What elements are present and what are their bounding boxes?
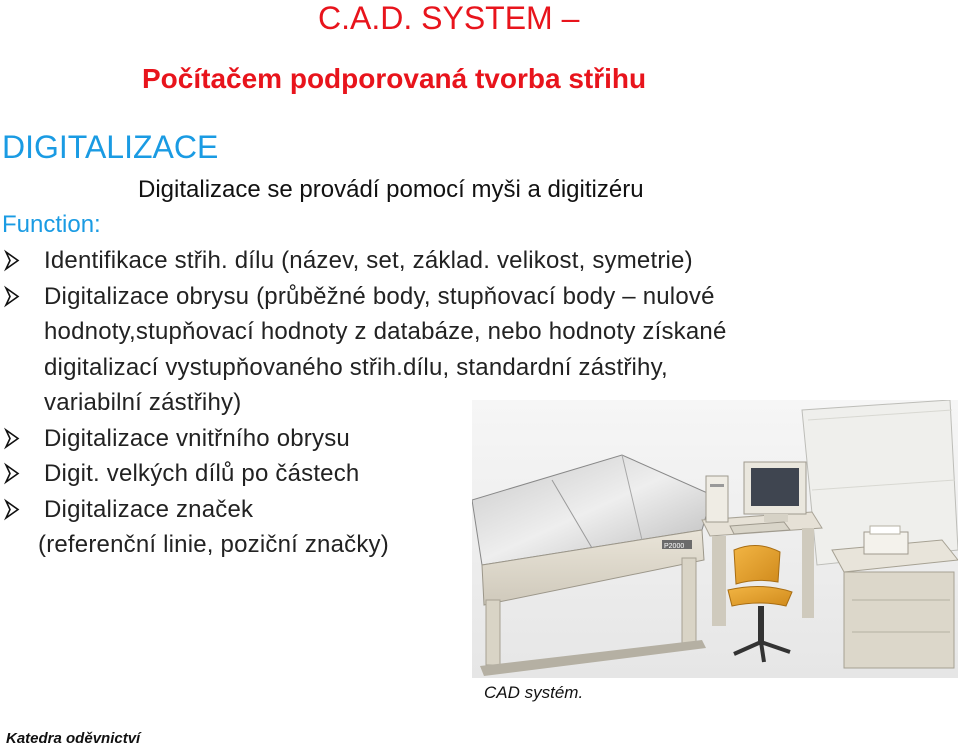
cad-system-photo — [472, 400, 958, 678]
intro-text: Digitalizace se provádí pomocí myši a digitizéru — [138, 176, 644, 203]
bullet-continuation-text: hodnoty,stupňovací hodnoty z databáze, nebo hodnoty získané — [44, 318, 727, 345]
arrow-bullet-icon — [4, 279, 20, 314]
bullet-continuation-text: variabilní zástřihy) — [44, 389, 242, 416]
bullet-text: Digit. velkých dílů po částech — [44, 460, 360, 487]
bullet-continuation-text: digitalizací vystupňovaného střih.dílu, standardní zástřihy, — [44, 353, 668, 381]
slide-title: C.A.D. SYSTEM – — [318, 0, 580, 36]
bullet-text: Digitalizace značek — [44, 495, 254, 523]
bullet-text: Identifikace střih. dílu (název, set, základ. velikost, symetrie) — [44, 247, 693, 274]
slide-subtitle: Počítačem podporovaná tvorba střihu — [142, 63, 647, 94]
footer-department: Katedra oděvnictví — [6, 730, 141, 747]
bullet-text: Digitalizace vnitřního obrysu — [44, 424, 350, 452]
bullet-text: Digitalizace obrysu (průběžné body, stupňovací body – nulové — [44, 282, 715, 310]
function-label: Function: — [2, 211, 101, 238]
arrow-bullet-icon — [4, 456, 20, 491]
section-heading: DIGITALIZACE — [2, 129, 219, 165]
arrow-bullet-icon — [4, 492, 20, 527]
cad-workstation-illustration — [472, 400, 958, 678]
plotter-label: P2000 — [664, 543, 685, 550]
photo-caption: CAD systém. — [484, 683, 584, 702]
arrow-bullet-icon — [4, 243, 20, 278]
arrow-bullet-icon — [4, 421, 20, 456]
bullet-trailing-text: (referenční linie, poziční značky) — [38, 531, 389, 558]
